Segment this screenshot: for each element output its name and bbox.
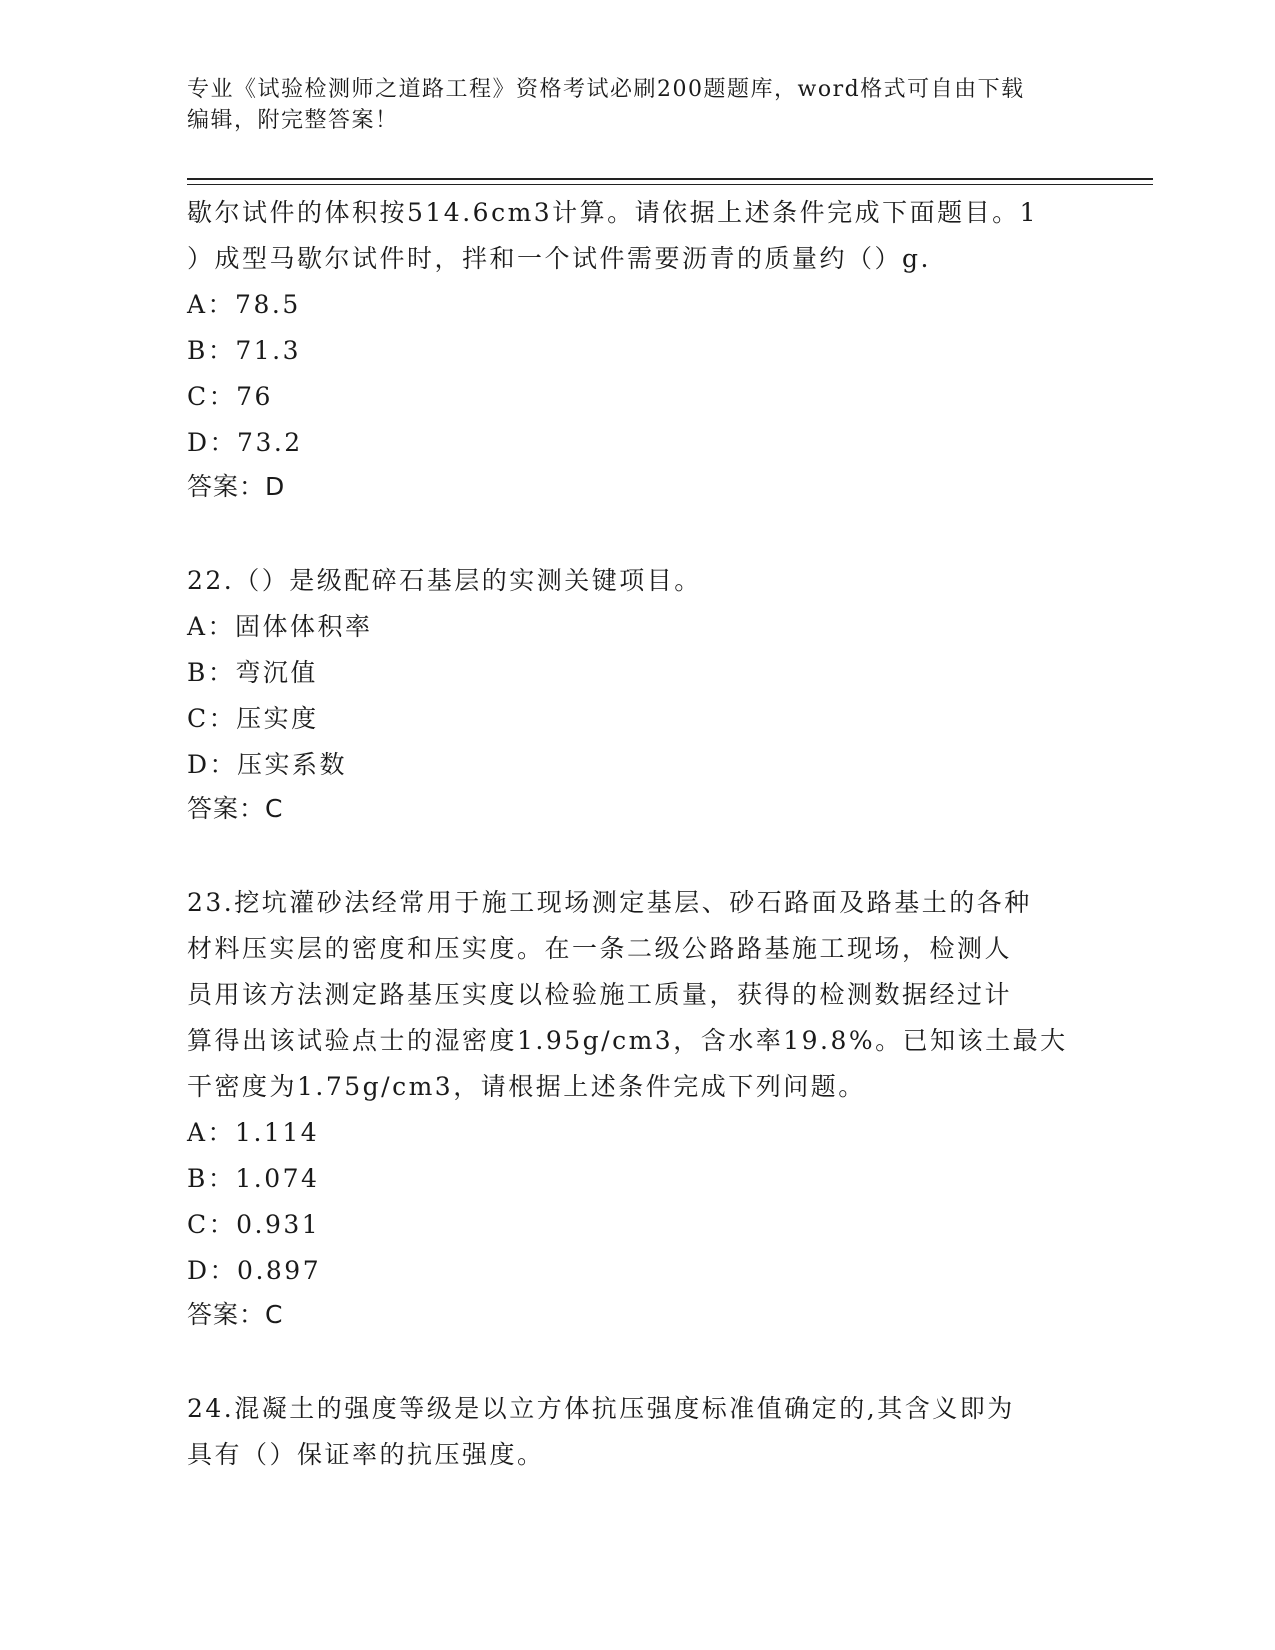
question-text-line: 22.（）是级配碎石基层的实测关键项目。 [187, 566, 702, 595]
question-21 [187, 190, 1087, 508]
option-c: C：0.931 [187, 1210, 321, 1239]
option-c: C：压实度 [187, 704, 319, 733]
spacer [187, 830, 1087, 880]
question-23 [187, 880, 1087, 1336]
question-text-line: 具有（）保证率的抗压强度。 [187, 1440, 545, 1469]
spacer [187, 508, 1087, 558]
option-b: B：弯沉值 [187, 658, 318, 687]
question-24 [187, 1386, 1087, 1478]
question-text-line: 歇尔试件的体积按514.6cm3计算。请依据上述条件完成下面题目。1 [187, 198, 1039, 227]
header-divider-thin [187, 184, 1153, 185]
question-text-line: 23.挖坑灌砂法经常用于施工现场测定基层、砂石路面及路基土的各种 [187, 888, 1032, 917]
question-text-line: 24.混凝土的强度等级是以立方体抗压强度标准值确定的,其含义即为 [187, 1394, 1015, 1423]
question-list [187, 190, 1087, 1478]
option-b: B：1.074 [187, 1164, 320, 1193]
header-line-2: 编辑，附完整答案！ [187, 108, 399, 133]
question-text-line: ）成型马歇尔试件时，拌和一个试件需要沥青的质量约（）g. [187, 244, 931, 273]
option-d: D：73.2 [187, 428, 303, 457]
answer-label: 答案：C [187, 1300, 284, 1329]
question-text-line: 材料压实层的密度和压实度。在一条二级公路路基施工现场，检测人 [187, 934, 1013, 963]
option-a: A：1.114 [187, 1118, 320, 1147]
option-d: D：压实系数 [187, 750, 348, 779]
header-divider-thick [187, 178, 1153, 180]
spacer [187, 1336, 1087, 1386]
header-line-1: 专业《试验检测师之道路工程》资格考试必刷200题题库，word格式可自由下载 [187, 77, 1025, 102]
question-22 [187, 558, 1087, 830]
question-text-line: 员用该方法测定路基压实度以检验施工质量，获得的检测数据经过计 [187, 980, 1013, 1009]
option-a: A：78.5 [187, 290, 301, 319]
option-d: D：0.897 [187, 1256, 322, 1285]
option-a: A：固体体积率 [187, 612, 373, 641]
answer-label: 答案：D [187, 472, 286, 501]
document-header [187, 74, 1067, 136]
answer-label: 答案：C [187, 794, 284, 823]
question-text-line: 算得出该试验点士的湿密度1.95g/cm3，含水率19.8%。已知该土最大 [187, 1026, 1068, 1055]
option-c: C：76 [187, 382, 273, 411]
question-text-line: 干密度为1.75g/cm3，请根据上述条件完成下列问题。 [187, 1072, 866, 1101]
option-b: B：71.3 [187, 336, 302, 365]
